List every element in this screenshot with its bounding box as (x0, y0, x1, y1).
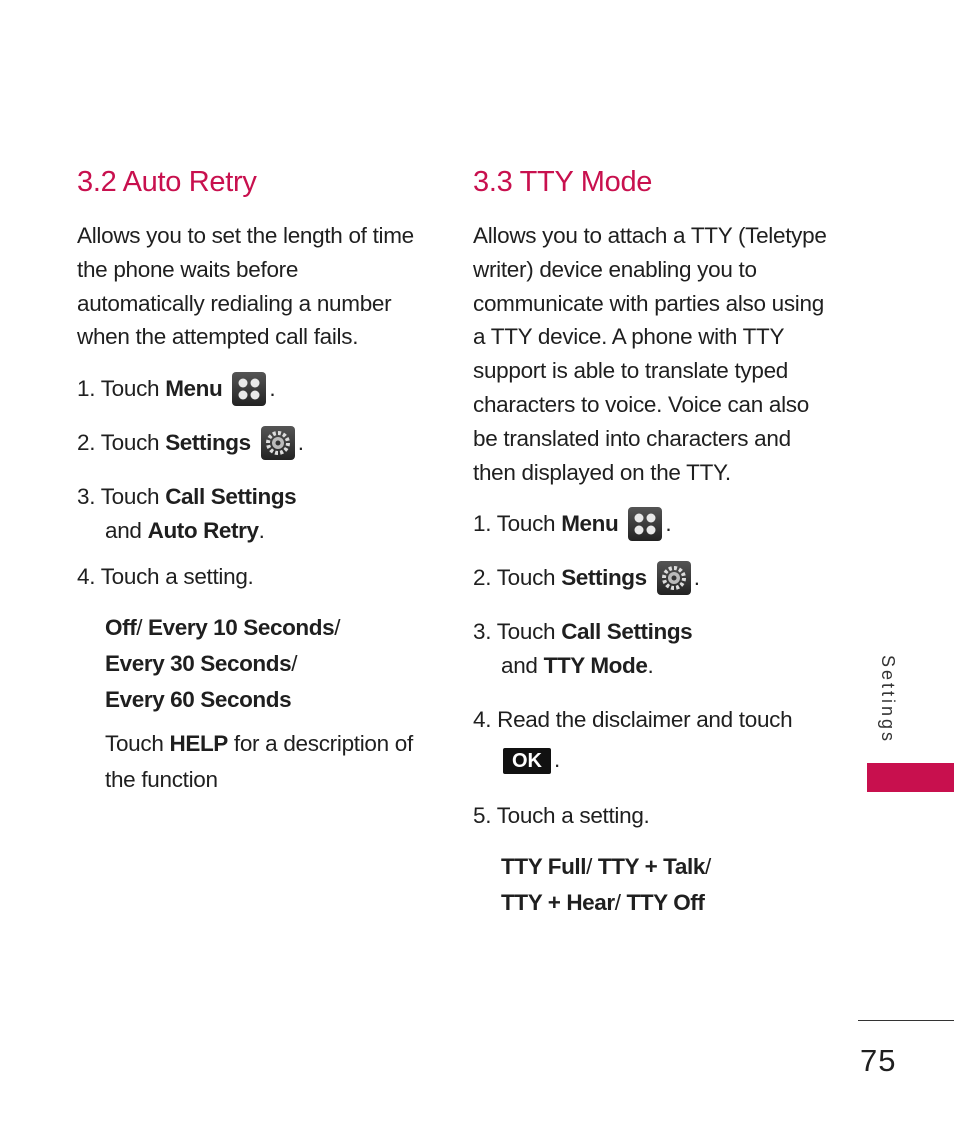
tty-mode-heading: 3.3 TTY Mode (473, 166, 653, 198)
tty-step-4 (473, 703, 833, 777)
auto-retry-heading: 3.2 Auto Retry (77, 166, 257, 198)
auto-retry-label: Auto Retry (147, 518, 259, 544)
option-separator: / (291, 651, 298, 677)
section-side-label: Settings (878, 655, 898, 745)
page-divider (858, 1020, 954, 1021)
option-off: Off (105, 615, 137, 641)
option-separator: / (586, 854, 598, 880)
auto-retry-step-2 (77, 426, 427, 460)
option-separator: / (614, 890, 627, 916)
settings-gear-icon (261, 426, 295, 460)
tty-mode-intro: Allows you to attach a TTY (Teletype writer) device enabling you to communicate with parties also using a TTY device. A phone with TTY support is able to translate typed characters to voice. Voice can also be translated into characters and then displayed on the TTY. (473, 223, 827, 485)
menu-grid-icon (628, 507, 662, 541)
auto-retry-intro: Allows you to set the length of time the phone waits before automatically redialing a number when the attempted call fails. (77, 223, 414, 350)
option-separator: / (136, 615, 148, 641)
step-suffix: . (269, 376, 276, 402)
tty-step-2 (473, 561, 833, 595)
step-suffix: . (665, 511, 672, 537)
menu-label: Menu (165, 376, 223, 402)
call-settings-label: Call Settings (561, 619, 693, 645)
tty-mode-section (473, 160, 833, 921)
option-separator: / (334, 615, 341, 641)
menu-grid-icon (232, 372, 266, 406)
step-text: 4. Touch a setting. (77, 564, 254, 590)
help-label: HELP (169, 731, 228, 757)
tty-options (473, 849, 833, 921)
settings-label: Settings (165, 430, 251, 456)
call-settings-label: Call Settings (165, 484, 297, 510)
auto-retry-section (77, 160, 427, 798)
option-separator: / (704, 854, 711, 880)
step-suffix: . (647, 653, 654, 679)
help-prefix: Touch (105, 731, 170, 757)
step-text: 4. Read the disclaimer and touch (473, 707, 793, 733)
help-suffix: for a description of the function (105, 731, 413, 793)
step-text: 5. Touch a setting. (473, 803, 650, 829)
step-suffix: . (297, 430, 304, 456)
tty-step-1 (473, 507, 833, 541)
step-prefix: 3. Touch (77, 484, 166, 510)
step-suffix: . (693, 565, 700, 591)
section-tab-marker (867, 763, 954, 792)
auto-retry-step-3 (77, 480, 427, 548)
step-prefix: 2. Touch (77, 430, 166, 456)
step-prefix: 3. Touch (473, 619, 562, 645)
step-prefix: 2. Touch (473, 565, 562, 591)
auto-retry-options (77, 610, 427, 718)
auto-retry-step-4 (77, 560, 427, 594)
option-tty-hear: TTY + Hear (501, 890, 615, 916)
tty-mode-label: TTY Mode (543, 653, 648, 679)
auto-retry-step-1 (77, 372, 427, 406)
help-note (77, 726, 427, 798)
option-every-30-seconds: Every 30 Seconds (105, 651, 292, 677)
step-prefix: 1. Touch (77, 376, 166, 402)
settings-gear-icon (657, 561, 691, 595)
option-tty-talk: TTY + Talk (597, 854, 705, 880)
option-tty-off: TTY Off (626, 890, 705, 916)
step-line2-prefix: and (105, 518, 148, 544)
page-number: 75 (860, 1043, 897, 1078)
option-every-10-seconds: Every 10 Seconds (148, 615, 335, 641)
step-line2-prefix: and (501, 653, 544, 679)
settings-label: Settings (561, 565, 647, 591)
step-suffix: . (258, 518, 265, 544)
option-tty-full: TTY Full (501, 854, 587, 880)
step-suffix: . (554, 747, 560, 773)
ok-button[interactable]: OK (503, 748, 551, 774)
menu-label: Menu (561, 511, 619, 537)
option-every-60-seconds: Every 60 Seconds (105, 687, 292, 713)
step-prefix: 1. Touch (473, 511, 562, 537)
tty-step-5 (473, 799, 833, 833)
tty-step-3 (473, 615, 833, 683)
